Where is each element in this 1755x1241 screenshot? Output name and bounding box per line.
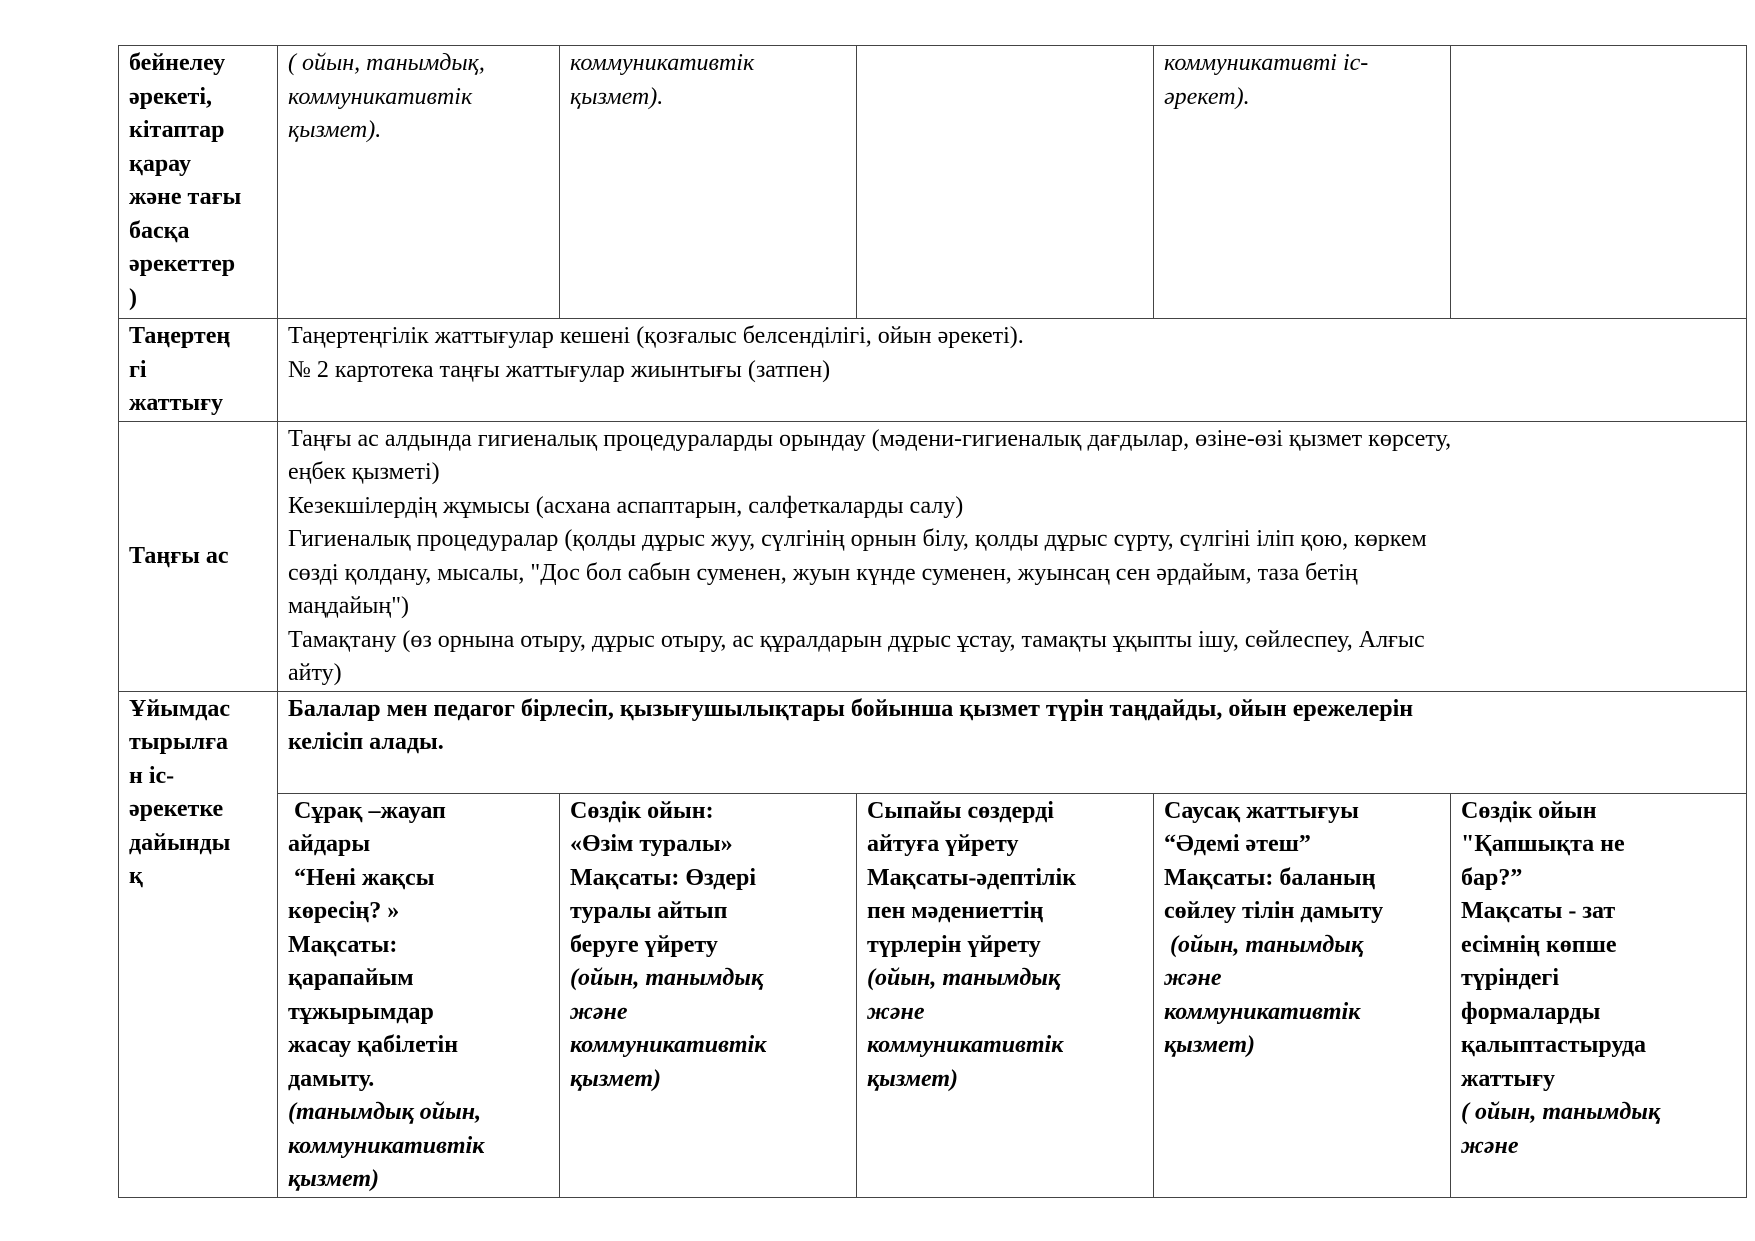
row1-cell-tuesday: коммуникативтік қызмет). <box>560 46 857 319</box>
row1-cell-monday: ( ойын, танымдық, коммуникативтік қызмет). <box>278 46 560 319</box>
row-organized-activity-intro <box>119 691 1747 793</box>
row-breakfast <box>119 421 1747 691</box>
row1-cell-thursday: коммуникативті іс- әрекет). <box>1154 46 1451 319</box>
row4-intro: Балалар мен педагог бірлесіп, қызығушылықтары бойынша қызмет түрін таңдайды, ойын ережелерін келісіп алады. <box>278 691 1747 793</box>
row-activities-continued <box>119 46 1747 319</box>
activity-cell-wednesday: Сыпайы сөздерді айтуға үйрету Мақсаты-әдептілік пен мәдениеттің түрлерін үйрету (ойын, танымдық және коммуникативтік қызмет) <box>857 793 1154 1197</box>
row1-cell-wednesday <box>857 46 1154 319</box>
activity-cell-thursday: Саусақ жаттығуы “Әдемі әтеш” Мақсаты: баланың сөйлеу тілін дамыту (ойын, танымдық және коммуникативтік қызмет) <box>1154 793 1451 1197</box>
row2-content: Таңертеңгілік жаттығулар кешені (қозғалыс белсенділігі, ойын әрекеті). № 2 картотека таңғы жаттығулар жиынтығы (затпен) <box>278 319 1747 422</box>
row-morning-exercise <box>119 319 1747 422</box>
activity-cell-tuesday: Сөздік ойын: «Өзім туралы» Мақсаты: Өздері туралы айтып беруге үйрету (ойын, танымдық және коммуникативтік қызмет) <box>560 793 857 1197</box>
row-organized-activity-days <box>119 793 1747 1197</box>
activity-cell-friday: Сөздік ойын "Қапшықта не бар?” Мақсаты - зат есімнің көпше түріндегі формаларды қалыптастыруда жаттығу ( ойын, танымдық және <box>1451 793 1747 1197</box>
row1-label: бейнелеу әрекеті, кітаптар қарау және тағы басқа әрекеттер ) <box>119 46 278 319</box>
daily-plan-table <box>118 45 1747 1198</box>
row4-label: Ұйымдас тырылға н іс- әрекетке дайынды қ <box>119 691 278 1197</box>
activity-cell-monday: Сұрақ –жауап айдары “Нені жақсы көресің? » Мақсаты: қарапайым тұжырымдар жасау қабілетін дамыту. (танымдық ойын, коммуникативтік қызмет) <box>278 793 560 1197</box>
row2-label: Таңертең гі жаттығу <box>119 319 278 422</box>
row3-label: Таңғы ас <box>119 421 278 691</box>
row3-content: Таңғы ас алдында гигиеналық процедураларды орындау (мәдени-гигиеналық дағдылар, өзіне-өзі қызмет көрсету, еңбек қызметі) Кезекшілердің жұмысы (асхана аспаптарын, салфеткаларды салу) Гигиеналық процедуралар (қолды дұрыс жуу, сүлгінің орнын білу, қолды дұрыс сүрту, сүлгіні іліп қою, көркем сөзді қолдану, мысалы, "Дос бол сабын суменен, жуын күнде суменен, жуынсаң сен әрдайым, таза бетің маңдайың") Тамақтану (өз орнына отыру, дұрыс отыру, ас құралдарын дұрыс ұстау, тамақты ұқыпты ішу, сөйлеспеу, Алғыс айту) <box>278 421 1747 691</box>
row1-cell-friday <box>1451 46 1747 319</box>
